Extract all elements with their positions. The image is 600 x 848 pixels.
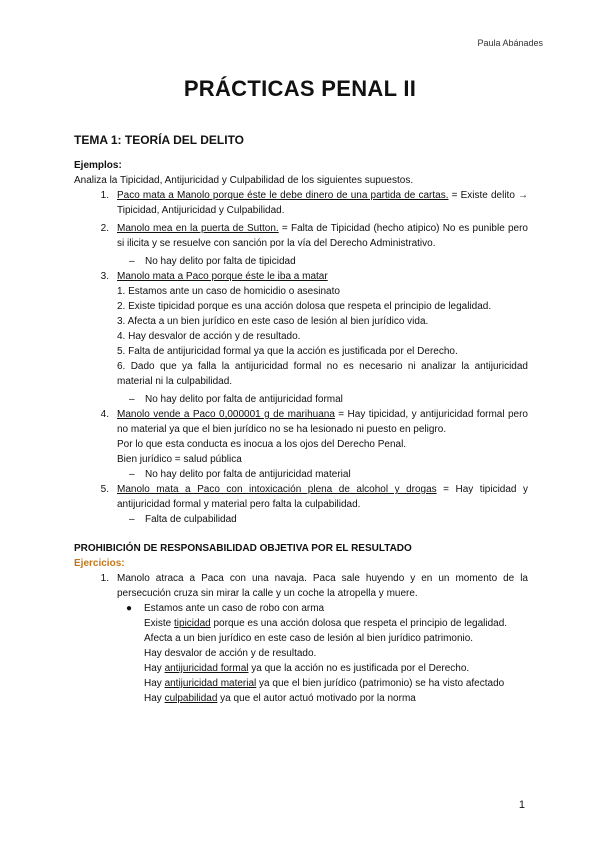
analysis-line: 5. Falta de antijuricidad formal ya que la acción es justificada por el Derecho. [117,346,458,357]
list-number: 5. [100,484,109,495]
case-text: Manolo mata a Paco porque éste le iba a matar [117,271,328,282]
exercise-text: Manolo atraca a Paca con una navaja. Paca sale huyendo y en un momento de la persecución cruza sin mirar la calle y un coche la atropella y muere. [117,573,528,599]
analysis-line: Hay antijuricidad formal ya que la acción no es justificada por el Derecho. [144,663,470,674]
list-item [74,188,528,218]
analysis-line: Bien jurídico = salud pública [117,454,242,465]
list-item [74,407,528,467]
tema-heading: TEMA 1: TEORÍA DEL DELITO [74,133,245,147]
case-analysis: = Hay tipicidad, y antijuricidad formal pero no material ya que el bien jurídico no se ha lesionado ni puesto en peligro. [117,409,528,435]
dash-item: – No hay delito por falta de antijuricidad formal [129,394,343,405]
dash-text: No hay delito por falta de antijuricidad formal [145,394,343,405]
ejemplos-intro: Analiza la Tipicidad, Antijuricidad y Culpabilidad de los siguientes supuestos. [74,175,414,186]
list-number: 1. [100,573,109,584]
dash-text: Falta de culpabilidad [145,514,237,525]
page-title: PRÁCTICAS PENAL II [183,76,417,101]
list-number: 3. [100,271,109,282]
case-analysis: = Falta de Tipicidad (hecho atipico) No es punible pero si ilicita y se resuelve con sanción por la vía del Derecho Administrativo. [117,223,528,249]
section-heading: PROHIBICIÓN DE RESPONSABILIDAD OBJETIVA POR EL RESULTADO [74,543,412,554]
dash-item: – Falta de culpabilidad [129,514,237,525]
analysis-line: 4. Hay desvalor de acción y de resultado. [117,331,301,342]
case-text: Manolo mea en la puerta de Sutton. [117,223,279,234]
dash-item: – No hay delito por falta de antijuricidad material [129,469,351,480]
analysis-line: 2. Existe tipicidad porque es una acción dolosa que respeta el principio de legalidad. [117,301,492,312]
dash-text: No hay delito por falta de tipicidad [145,256,296,267]
ejemplos-heading: Ejemplos: [74,160,122,171]
case-text: Manolo vende a Paco 0,000001 g de marihuana [117,409,335,420]
analysis-line: Hay culpabilidad ya que el autor actuó motivado por la norma [144,693,416,704]
analysis-line: Hay antijuricidad material ya que el bien jurídico (patrimonio) se ha visto afectado [144,678,505,689]
analysis-line: 3. Afecta a un bien jurídico en este caso de lesión al bien jurídico vida. [117,316,429,327]
analysis-line: Hay desvalor de acción y de resultado. [144,648,317,659]
list-number: 2. [100,223,109,234]
dash-item: – No hay delito por falta de tipicidad [129,256,296,267]
analysis-line: Por lo que esta conducta es inocua a los ojos del Derecho Penal. [117,439,407,450]
bullet-text: Estamos ante un caso de robo con arma [144,603,325,614]
analysis-line: 1. Estamos ante un caso de homicidio o asesinato [117,286,340,297]
analysis-line: Afecta a un bien jurídico en este caso de lesión al bien jurídico patrimonio. [144,633,474,644]
dash-text: No hay delito por falta de antijuricidad material [145,469,351,480]
ejercicios-heading: Ejercicios: [74,558,125,569]
list-item [74,269,528,389]
page-number: 1 [518,799,525,811]
list-item [74,221,528,251]
case-text: Manolo mata a Paco con intoxicación plena de alcohol y drogas [117,484,437,495]
analysis-line: Existe tipicidad porque es una acción dolosa que respeta el principio de legalidad. [144,618,508,629]
list-number: 1. [100,190,109,201]
case-analysis: = Hay tipicidad y antijuricidad formal y material pero falta la culpabilidad. [117,484,528,510]
author-name: Paula Abánades [477,38,543,48]
list-number: 4. [100,409,109,420]
case-text: Paco mata a Manolo porque éste le debe dinero de una partida de cartas. [117,190,449,201]
analysis-line: 6. Dado que ya falla la antijuricidad formal no es necesario ni analizar la antijuricidad material ni la culpabilidad. [117,361,528,387]
document-body [74,133,528,706]
list-item [74,482,528,512]
case-analysis: = Existe delito → Tipicidad, Antijuricidad y Culpabilidad. [117,190,529,216]
list-item [74,571,528,601]
bullet-item: ● Estamos ante un caso de robo con arma [126,603,325,614]
